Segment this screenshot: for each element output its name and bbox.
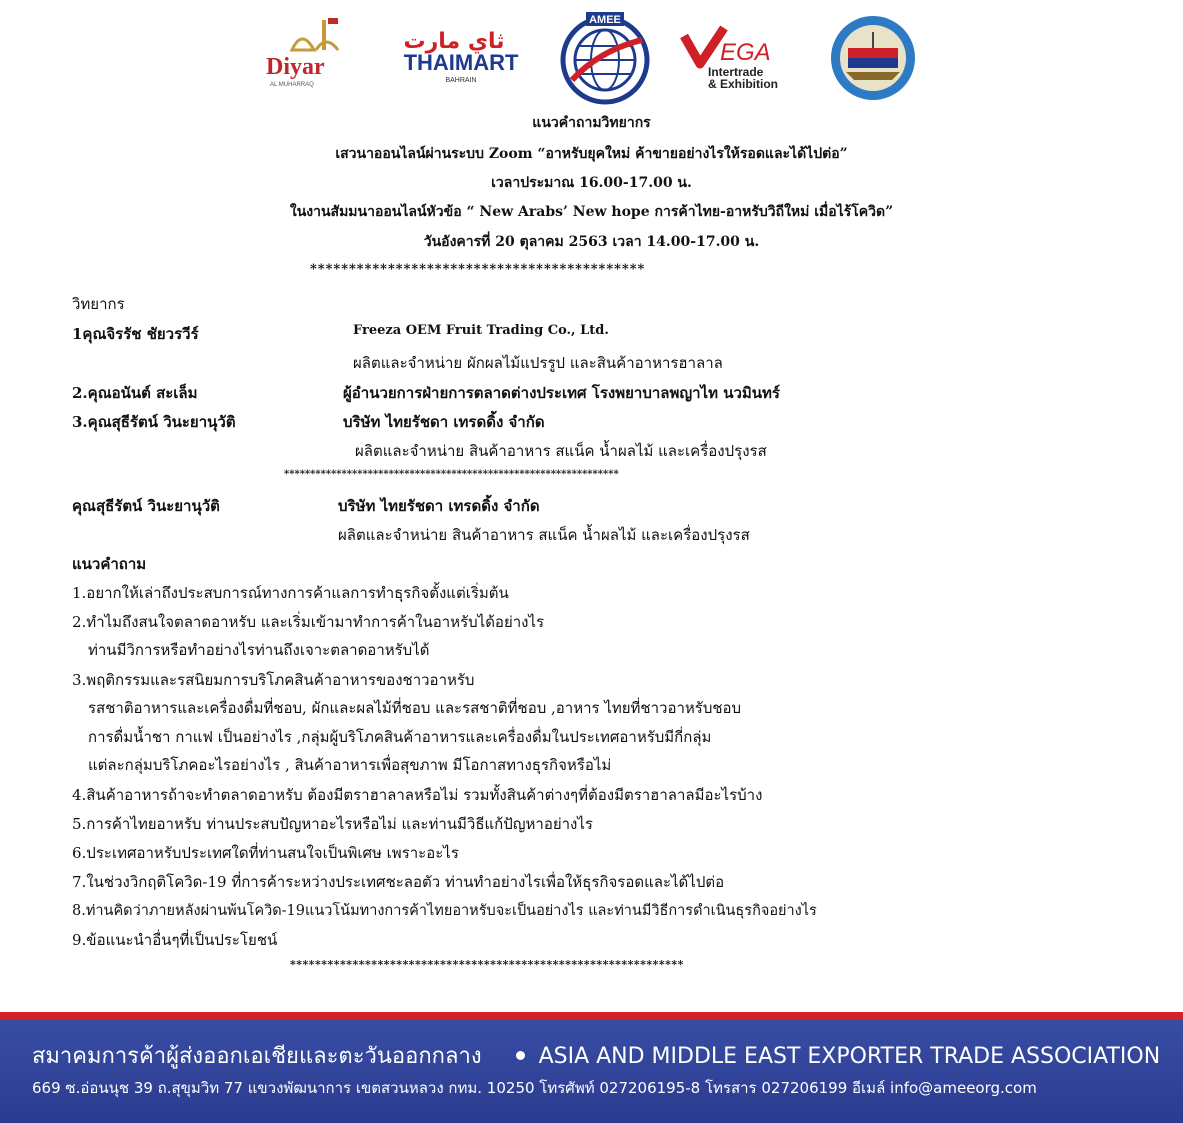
question-5: 5.การค้าไทยอาหรับ ท่านประสบปัญหาอะไรหรือไม่ และท่านมีวิธีแก้ปัญหาอย่างไร: [72, 815, 593, 833]
seminar-title: เสวนาออนไลน์ผ่านระบบ Zoom “อาหรับยุคใหม่ ค้าขายอย่างไรให้รอดและได้ไปต่อ”: [335, 146, 848, 162]
thaimart-logo: [384, 22, 538, 88]
footer-accent-bar: [0, 1012, 1183, 1020]
diyar-logo: [262, 14, 366, 94]
speaker-3-desc: ผลิตและจำหน่าย สินค้าอาหาร สแน็ค น้ำผลไม้ และเครื่องปรุงรส: [355, 442, 767, 460]
focus-speaker-desc: ผลิตและจำหน่าย สินค้าอาหาร สแน็ค น้ำผลไม้ และเครื่องปรุงรส: [338, 526, 750, 544]
speaker-1-desc: ผลิตและจำหน่าย ผักผลไม้แปรรูป และสินค้าอาหารฮาลาล: [353, 354, 723, 372]
questions-heading: แนวคำถาม: [72, 555, 147, 573]
separator-stars: ****************************************************************: [284, 469, 619, 480]
seminar-time: เวลาประมาณ 16.00-17.00 น.: [491, 175, 692, 191]
footer-banner: [0, 1012, 1183, 1123]
event-date: วันอังคารที่ 20 ตุลาคม 2563 เวลา 14.00-17.00 น.: [423, 234, 760, 250]
speaker-3-name: 3.คุณสุธีรัตน์ วินะยานุวัติ: [72, 413, 236, 431]
bullet-icon: [516, 1051, 525, 1060]
question-3-detail-3: แต่ละกลุ่มบริโภคอะไรอย่างไร , สินค้าอาหารเพื่อสุขภาพ มีโอกาสทางธุรกิจหรือไม่: [88, 756, 612, 774]
svg-text:& Exhibition: & Exhibition: [708, 77, 778, 91]
svg-text:EGA: EGA: [720, 39, 771, 66]
footer-english-name: ASIA AND MIDDLE EAST EXPORTER TRADE ASSOCIATION: [538, 1044, 1161, 1069]
footer-thai-name: สมาคมการค้าผู้ส่งออกเอเชียและตะวันออกกลาง: [32, 1044, 482, 1069]
svg-text:THAIMART: THAIMART: [403, 50, 519, 75]
question-3: 3.พฤติกรรมและรสนิยมการบริโภคสินค้าอาหารของชาวอาหรับ: [72, 671, 475, 689]
question-2: 2.ทำไมถึงสนใจตลาดอาหรับ และเริ่มเข้ามาทำการค้าในอาหรับได้อย่างไร: [72, 613, 545, 631]
logo-strip: [0, 0, 1183, 110]
svg-text:BAHRAIN: BAHRAIN: [445, 77, 477, 84]
question-7: 7.ในช่วงวิกฤติโควิด-19 ที่การค้าระหว่างประเทศชะลอตัว ท่านทำอย่างไรเพื่อให้ธุรกิจรอดและได้ไปต่อ: [72, 873, 725, 891]
separator-stars: *******************************************: [310, 262, 646, 277]
amee-logo: [550, 10, 660, 106]
separator-stars: ***************************************************************: [290, 958, 684, 971]
svg-text:ثاي مارت: ثاي مارت: [403, 29, 505, 54]
document-title: แนวคำถามวิทยากร: [532, 115, 651, 131]
question-9: 9.ข้อแนะนำอื่นๆที่เป็นประโยชน์: [72, 931, 278, 949]
speaker-1-company: Freeza OEM Fruit Trading Co., Ltd.: [353, 323, 609, 338]
footer-address: 669 ซ.อ่อนนุช 39 ถ.สุขุมวิท 77 แขวงพัฒนาการ เขตสวนหลวง กทม. 10250 โทรศัพท์ 027206195-8 โทรสาร 027206199 อีเมล์ info@ameeorg.com: [32, 1079, 1037, 1097]
question-4: 4.สินค้าอาหารถ้าจะทำตลาดอาหรับ ต้องมีตราฮาลาลหรือไม่ รวมทั้งสินค้าต่างๆที่ต้องมีตราฮาลาลมีอะไรบ้าง: [72, 786, 763, 804]
speaker-3-company: บริษัท ไทยรัชดา เทรดดิ้ง จำกัด: [343, 413, 545, 431]
focus-speaker-name: คุณสุธีรัตน์ วินะยานุวัติ: [72, 497, 220, 515]
question-6: 6.ประเทศอาหรับประเทศใดที่ท่านสนใจเป็นพิเศษ เพราะอะไร: [72, 844, 459, 862]
question-1: 1.อยากให้เล่าถึงประสบการณ์ทางการค้าแลการทำธุรกิจตั้งแต่เริ่มต้น: [72, 584, 509, 602]
event-title: ในงานสัมมนาออนไลน์หัวข้อ “ New Arabs’ New hope การค้าไทย-อาหรับวิถีใหม่ เมื่อไร้โควิด”: [289, 204, 894, 220]
svg-text:AL MUHARRAQ: AL MUHARRAQ: [270, 82, 314, 88]
svg-text:AMEE: AMEE: [589, 14, 621, 26]
svg-text:Diyar: Diyar: [266, 54, 325, 80]
question-3-detail-2: การดื่มน้ำชา กาแฟ เป็นอย่างไร ,กลุ่มผู้บริโภคสินค้าอาหารและเครื่องดื่มในประเทศอาหรับมีกี่กลุ่ม: [88, 728, 712, 746]
speakers-heading: วิทยากร: [72, 295, 125, 313]
focus-speaker-company: บริษัท ไทยรัชดา เทรดดิ้ง จำกัด: [338, 497, 540, 515]
footer-association-name: [32, 1038, 1160, 1073]
question-2-detail: ท่านมีวิการหรือทำอย่างไรท่านถึงเจาะตลาดอาหรับได้: [88, 641, 430, 659]
vega-logo: [680, 24, 792, 92]
question-8: 8.ท่านคิดว่าภายหลังผ่านพ้นโควิด-19แนวโน้มทางการค้าไทยอาหรับจะเป็นอย่างไร และท่านมีวิธีการดำเนินธุรกิจอย่างไร: [72, 903, 817, 919]
speaker-2-name: 2.คุณอนันต์ สะเล็ม: [72, 384, 198, 402]
speaker-1-name: 1คุณจิรรัช ชัยวรวีร์: [72, 325, 199, 343]
question-3-detail-1: รสชาติอาหารและเครื่องดื่มที่ชอบ, ผักและผลไม้ที่ชอบ และรสชาติที่ชอบ ,อาหาร ไทยที่ชาวอาหรับชอบ: [88, 699, 742, 717]
svg-text:Intertrade: Intertrade: [708, 65, 764, 79]
speaker-2-desc: ผู้อำนวยการฝ่ายการตลาดต่างประเทศ โรงพยาบาลพญาไท นวมินทร์: [343, 384, 780, 402]
board-of-trade-logo: [812, 14, 934, 102]
